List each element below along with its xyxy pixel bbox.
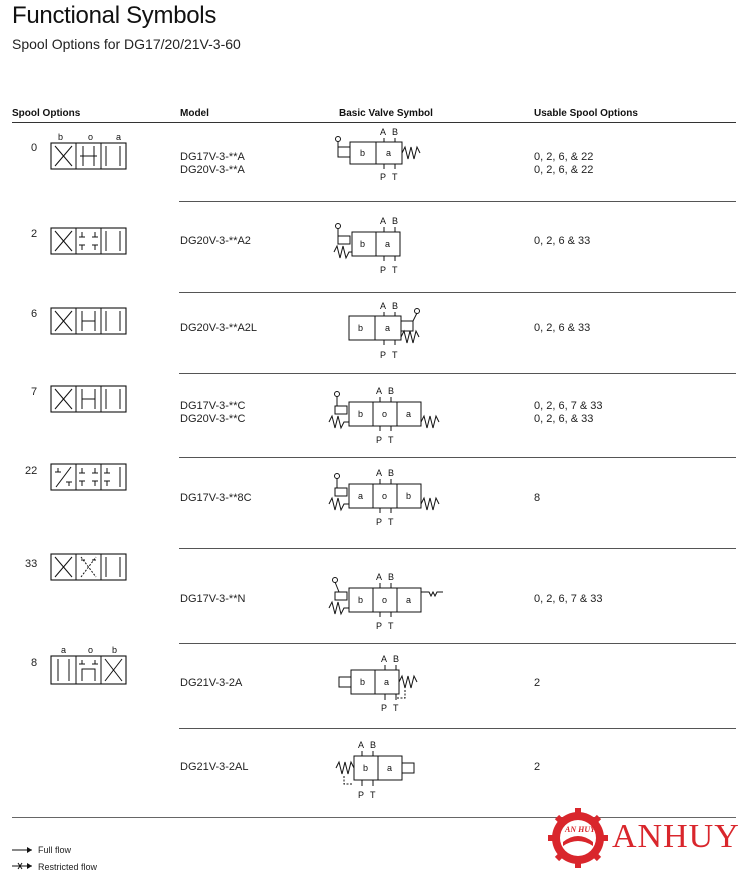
row-divider [179, 728, 736, 729]
svg-text:b: b [360, 239, 366, 249]
svg-text:B: B [392, 216, 399, 226]
valve-symbol-7 [325, 384, 445, 446]
page-title: Functional Symbols [12, 2, 217, 29]
svg-text:a: a [358, 491, 364, 501]
svg-text:a: a [61, 645, 67, 655]
svg-text:a: a [406, 409, 412, 419]
spool-label-o: o [88, 132, 94, 142]
svg-text:P: P [381, 703, 388, 713]
spool-label-b: b [58, 132, 64, 142]
spool-symbol-33 [50, 552, 130, 582]
svg-text:o: o [382, 595, 388, 605]
row-divider [179, 373, 736, 374]
svg-text:T: T [393, 703, 399, 713]
valve-symbol-2 [330, 214, 430, 278]
valve-symbol-33 [325, 570, 450, 632]
model-cell: DG17V-3-**C DG20V-3-**C [180, 400, 246, 425]
spool-number: 8 [31, 657, 38, 669]
valve-symbol-2al [332, 738, 427, 802]
spool-number: 2 [31, 228, 38, 240]
svg-text:T: T [388, 435, 394, 445]
logo-emblem-text: AN HUY [565, 825, 595, 834]
svg-text:b: b [363, 763, 369, 773]
usable-cell: 0, 2, 6, 7 & 33 [534, 593, 603, 605]
svg-text:a: a [387, 763, 393, 773]
svg-text:T: T [392, 350, 398, 360]
svg-text:B: B [388, 468, 395, 478]
svg-text:a: a [385, 323, 391, 333]
usable-cell: 0, 2, 6 & 33 [534, 322, 591, 334]
svg-text:b: b [360, 677, 366, 687]
spool-symbol-7 [50, 384, 130, 414]
model-cell: DG21V-3-2AL [180, 761, 249, 773]
svg-text:b: b [406, 491, 412, 501]
model-cell: DG17V-3-**N [180, 593, 246, 605]
svg-text:b: b [358, 409, 364, 419]
svg-text:a: a [386, 148, 392, 158]
svg-text:A: A [381, 654, 388, 664]
svg-text:P: P [376, 621, 383, 631]
svg-text:T: T [388, 517, 394, 527]
usable-cell: 0, 2, 6 & 33 [534, 235, 591, 247]
svg-text:b: b [358, 595, 364, 605]
spool-number: 7 [31, 386, 38, 398]
header-usable-spool-options: Usable Spool Options [534, 108, 638, 119]
svg-text:B: B [388, 386, 395, 396]
legend-restricted-flow: Restricted flow [38, 862, 98, 872]
svg-text:a: a [384, 677, 390, 687]
row-divider [179, 201, 736, 202]
svg-text:P: P [380, 265, 387, 275]
svg-text:o: o [88, 645, 94, 655]
usable-cell: 8 [534, 492, 541, 504]
svg-text:A: A [380, 301, 387, 311]
row-divider [179, 548, 736, 549]
svg-text:P: P [376, 517, 383, 527]
header-model: Model [180, 108, 209, 119]
spool-number: 22 [25, 465, 38, 477]
svg-text:b: b [112, 645, 118, 655]
header-divider [12, 122, 736, 123]
svg-text:T: T [392, 265, 398, 275]
row-divider [179, 643, 736, 644]
header-spool-options: Spool Options [12, 108, 81, 119]
svg-text:P: P [358, 790, 365, 800]
usable-cell: 0, 2, 6, 7 & 33 0, 2, 6, & 33 [534, 400, 603, 425]
svg-text:P: P [380, 172, 387, 182]
svg-text:T: T [370, 790, 376, 800]
svg-text:P: P [376, 435, 383, 445]
spool-symbol-6 [50, 306, 130, 336]
spool-symbol-8 [50, 645, 130, 687]
svg-text:B: B [393, 654, 400, 664]
row-divider [179, 457, 736, 458]
svg-text:a: a [385, 239, 391, 249]
svg-text:A: A [380, 127, 387, 137]
model-cell: DG17V-3-**A DG20V-3-**A [180, 151, 245, 176]
svg-text:P: P [380, 350, 387, 360]
usable-cell: 2 [534, 677, 541, 689]
svg-text:T: T [392, 172, 398, 182]
spool-number: 6 [31, 308, 38, 320]
spool-number: 33 [25, 558, 38, 570]
svg-text:B: B [388, 572, 395, 582]
svg-text:B: B [392, 127, 399, 137]
model-cell: DG17V-3-**8C [180, 492, 252, 504]
spool-symbol-0 [50, 132, 130, 174]
svg-text:b: b [358, 323, 364, 333]
svg-text:B: B [392, 301, 399, 311]
svg-text:A: A [380, 216, 387, 226]
valve-symbol-0 [330, 125, 430, 187]
svg-text:A: A [376, 386, 383, 396]
spool-label-a: a [116, 132, 122, 142]
valve-symbol-22 [325, 466, 445, 528]
spool-symbol-22 [50, 462, 130, 492]
page-subtitle: Spool Options for DG17/20/21V-3-60 [12, 36, 241, 52]
svg-text:A: A [376, 468, 383, 478]
model-cell: DG20V-3-**A2 [180, 235, 251, 247]
header-basic-valve-symbol: Basic Valve Symbol [339, 108, 433, 119]
model-cell: DG21V-3-2A [180, 677, 243, 689]
legend-full-flow: Full flow [38, 845, 72, 855]
usable-cell: 0, 2, 6, & 22 0, 2, 6, & 22 [534, 151, 594, 176]
svg-text:o: o [382, 409, 388, 419]
svg-text:T: T [388, 621, 394, 631]
svg-text:o: o [382, 491, 388, 501]
spool-symbol-2 [50, 226, 130, 256]
row-divider [179, 292, 736, 293]
svg-text:B: B [370, 740, 377, 750]
svg-text:A: A [358, 740, 365, 750]
svg-text:a: a [406, 595, 412, 605]
model-cell: DG20V-3-**A2L [180, 322, 258, 334]
legend-icons [12, 845, 36, 871]
spool-number: 0 [31, 142, 38, 154]
usable-cell: 2 [534, 761, 541, 773]
valve-symbol-8 [335, 652, 430, 716]
valve-symbol-6 [345, 299, 435, 363]
svg-text:b: b [360, 148, 366, 158]
logo-brand-text: ANHUY [612, 818, 740, 855]
svg-text:A: A [376, 572, 383, 582]
